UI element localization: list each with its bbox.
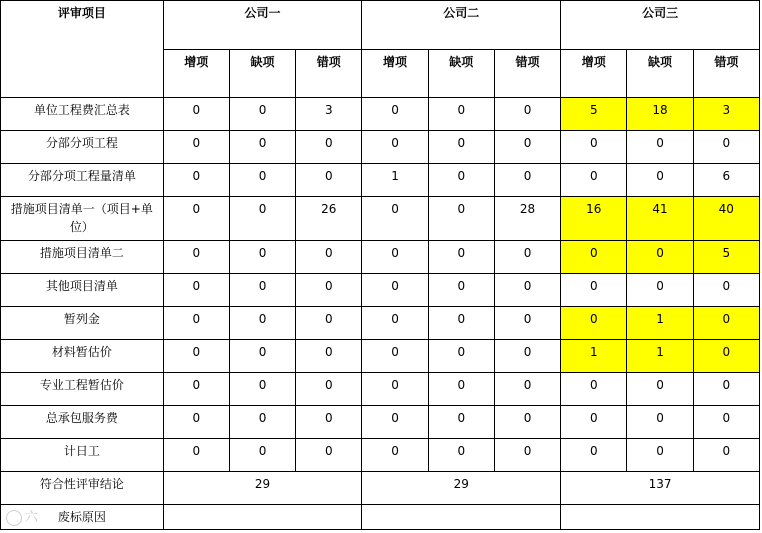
conclusion-value: 137 <box>561 472 760 505</box>
cell: 0 <box>229 274 295 307</box>
header-missing: 缺项 <box>428 50 494 98</box>
highlighted-cell: 3 <box>693 98 759 131</box>
cell: 0 <box>229 197 295 241</box>
disqualify-value <box>561 505 760 530</box>
cell: 6 <box>693 164 759 197</box>
watermark-logo-icon <box>6 510 22 526</box>
row-label: 专业工程暂估价 <box>1 373 164 406</box>
cell: 0 <box>428 164 494 197</box>
highlighted-cell: 18 <box>627 98 693 131</box>
cell: 0 <box>494 439 560 472</box>
highlighted-cell: 0 <box>561 241 627 274</box>
cell: 0 <box>561 164 627 197</box>
cell: 0 <box>163 164 229 197</box>
cell: 0 <box>163 241 229 274</box>
cell: 0 <box>561 439 627 472</box>
cell: 0 <box>362 439 428 472</box>
cell: 0 <box>229 439 295 472</box>
highlighted-cell: 0 <box>693 340 759 373</box>
cell: 0 <box>627 373 693 406</box>
row-label: 分部分项工程 <box>1 131 164 164</box>
highlighted-cell: 1 <box>561 340 627 373</box>
cell: 0 <box>163 406 229 439</box>
table-row <box>1 307 760 340</box>
cell: 0 <box>494 340 560 373</box>
cell: 0 <box>163 373 229 406</box>
header-add: 增项 <box>163 50 229 98</box>
conclusion-value: 29 <box>362 472 561 505</box>
cell: 0 <box>229 98 295 131</box>
table-row <box>1 340 760 373</box>
table-row <box>1 241 760 274</box>
cell: 0 <box>362 307 428 340</box>
cell: 0 <box>163 197 229 241</box>
table-row <box>1 274 760 307</box>
cell: 0 <box>163 340 229 373</box>
cell: 0 <box>296 373 362 406</box>
table-row <box>1 164 760 197</box>
cell: 0 <box>627 439 693 472</box>
cell: 0 <box>627 406 693 439</box>
cell: 28 <box>494 197 560 241</box>
cell: 0 <box>494 406 560 439</box>
header-company-1: 公司一 <box>163 1 362 50</box>
conclusion-value: 29 <box>163 472 362 505</box>
cell: 0 <box>561 274 627 307</box>
cell: 0 <box>362 241 428 274</box>
header-missing: 缺项 <box>627 50 693 98</box>
highlighted-cell: 0 <box>693 307 759 340</box>
cell: 0 <box>627 274 693 307</box>
highlighted-cell: 1 <box>627 307 693 340</box>
header-company-3: 公司三 <box>561 1 760 50</box>
cell: 0 <box>362 98 428 131</box>
header-error: 错项 <box>693 50 759 98</box>
cell: 0 <box>494 373 560 406</box>
watermark <box>6 508 66 528</box>
cell: 0 <box>428 131 494 164</box>
cell: 0 <box>229 131 295 164</box>
cell: 0 <box>362 131 428 164</box>
cell: 0 <box>494 274 560 307</box>
cell: 0 <box>494 164 560 197</box>
cell: 0 <box>362 373 428 406</box>
cell: 0 <box>494 98 560 131</box>
table-row <box>1 439 760 472</box>
cell: 0 <box>362 197 428 241</box>
cell: 0 <box>494 241 560 274</box>
cell: 3 <box>296 98 362 131</box>
row-label: 暂列金 <box>1 307 164 340</box>
cell: 0 <box>428 439 494 472</box>
disqualify-value <box>362 505 561 530</box>
cell: 0 <box>693 439 759 472</box>
cell: 0 <box>229 340 295 373</box>
cell: 0 <box>693 373 759 406</box>
cell: 0 <box>163 131 229 164</box>
cell: 0 <box>163 307 229 340</box>
table-row <box>1 98 760 131</box>
cell: 0 <box>163 98 229 131</box>
cell: 0 <box>428 307 494 340</box>
cell: 1 <box>362 164 428 197</box>
cell: 0 <box>494 131 560 164</box>
cell: 0 <box>296 340 362 373</box>
cell: 0 <box>428 274 494 307</box>
cell: 0 <box>627 164 693 197</box>
cell: 0 <box>296 406 362 439</box>
cell: 0 <box>561 373 627 406</box>
cell: 0 <box>229 373 295 406</box>
cell: 0 <box>229 241 295 274</box>
cell: 0 <box>428 406 494 439</box>
cell: 0 <box>163 274 229 307</box>
header-error: 错项 <box>494 50 560 98</box>
row-label: 总承包服务费 <box>1 406 164 439</box>
cell: 0 <box>296 307 362 340</box>
cell: 0 <box>693 406 759 439</box>
cell: 0 <box>229 164 295 197</box>
cell: 0 <box>627 131 693 164</box>
highlighted-cell: 41 <box>627 197 693 241</box>
table-row <box>1 197 760 241</box>
cell: 0 <box>362 406 428 439</box>
watermark-text: 六 <box>25 510 40 525</box>
cell: 0 <box>693 131 759 164</box>
cell: 0 <box>163 439 229 472</box>
header-item-label: 评审项目 <box>1 1 164 98</box>
row-label: 分部分项工程量清单 <box>1 164 164 197</box>
cell: 0 <box>561 406 627 439</box>
cell: 0 <box>229 307 295 340</box>
header-add: 增项 <box>362 50 428 98</box>
header-company-2: 公司二 <box>362 1 561 50</box>
cell: 0 <box>561 131 627 164</box>
highlighted-cell: 5 <box>561 98 627 131</box>
cell: 0 <box>428 373 494 406</box>
table-row <box>1 131 760 164</box>
highlighted-cell: 0 <box>561 307 627 340</box>
header-missing: 缺项 <box>229 50 295 98</box>
row-label: 计日工 <box>1 439 164 472</box>
cell: 0 <box>296 241 362 274</box>
row-label: 单位工程费汇总表 <box>1 98 164 131</box>
cell: 0 <box>693 274 759 307</box>
cell: 0 <box>296 164 362 197</box>
highlighted-cell: 5 <box>693 241 759 274</box>
cell: 26 <box>296 197 362 241</box>
cell: 0 <box>428 197 494 241</box>
disqualify-value <box>163 505 362 530</box>
highlighted-cell: 16 <box>561 197 627 241</box>
conclusion-label: 符合性评审结论 <box>1 472 164 505</box>
highlighted-cell: 1 <box>627 340 693 373</box>
highlighted-cell: 0 <box>627 241 693 274</box>
cell: 0 <box>296 274 362 307</box>
highlighted-cell: 40 <box>693 197 759 241</box>
row-label: 措施项目清单一（项目+单位） <box>1 197 164 241</box>
header-error: 错项 <box>296 50 362 98</box>
disqualify-row <box>1 505 760 530</box>
table-row <box>1 373 760 406</box>
cell: 0 <box>428 98 494 131</box>
table-row <box>1 406 760 439</box>
disqualify-label: 废标原因 <box>1 505 164 530</box>
row-label: 材料暂估价 <box>1 340 164 373</box>
cell: 0 <box>296 439 362 472</box>
row-label: 其他项目清单 <box>1 274 164 307</box>
cell: 0 <box>428 340 494 373</box>
cell: 0 <box>229 406 295 439</box>
conclusion-row <box>1 472 760 505</box>
cell: 0 <box>428 241 494 274</box>
cell: 0 <box>362 340 428 373</box>
cell: 0 <box>494 307 560 340</box>
row-label: 措施项目清单二 <box>1 241 164 274</box>
cell: 0 <box>296 131 362 164</box>
header-add: 增项 <box>561 50 627 98</box>
cell: 0 <box>362 274 428 307</box>
